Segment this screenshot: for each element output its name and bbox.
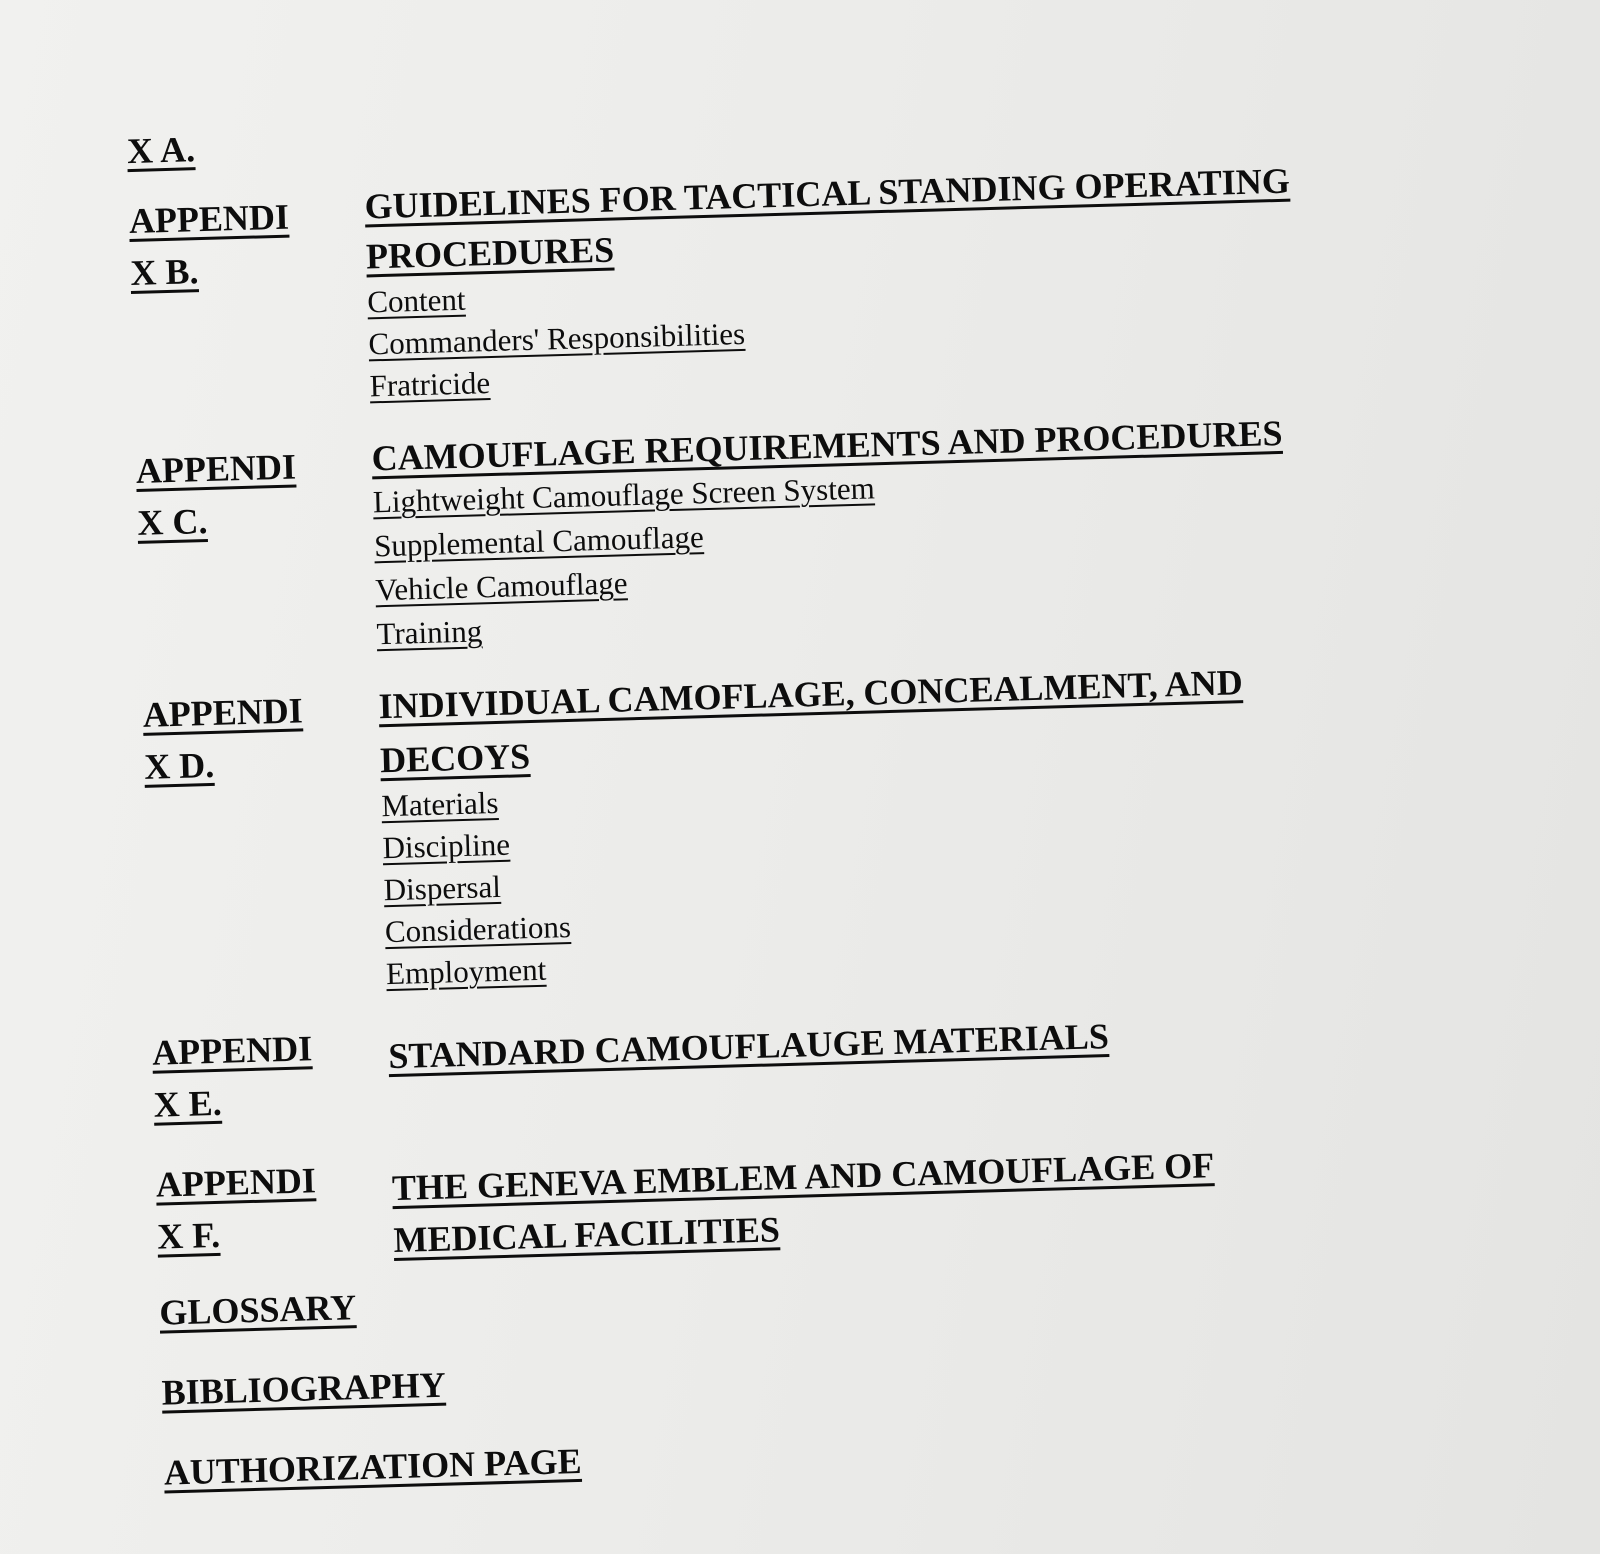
appendix-b-title-line2: PROCEDURES: [365, 229, 615, 277]
appendix-c-item: Vehicle Camouflage: [374, 565, 628, 608]
authorization-page-heading: AUTHORIZATION PAGE: [163, 1440, 583, 1493]
appendix-c-item: Training: [376, 613, 483, 652]
appendix-f-label-line1: APPENDI: [155, 1160, 317, 1205]
appendix-d-item: Considerations: [384, 909, 572, 950]
appendix-d-label-line1: APPENDI: [142, 690, 304, 735]
appendix-c-label-line1: APPENDI: [135, 446, 297, 491]
appendix-b-item: Fratricide: [369, 365, 491, 404]
bibliography-heading: BIBLIOGRAPHY: [161, 1364, 447, 1413]
appendix-b-item: Content: [366, 281, 466, 320]
appendix-c-item: Supplemental Camouflage: [373, 519, 705, 564]
appendix-d-item: Dispersal: [383, 868, 502, 908]
appendix-a-label-tail: X A.: [126, 129, 196, 172]
appendix-f-title-line1: THE GENEVA EMBLEM AND CAMOUFLAGE OF: [391, 1145, 1215, 1209]
appendix-e-label-line2: X E.: [153, 1082, 223, 1125]
glossary-heading: GLOSSARY: [158, 1287, 357, 1333]
appendix-d-item: Materials: [380, 784, 499, 824]
appendix-d-title-line2: DECOYS: [379, 736, 531, 781]
appendix-c-item: Lightweight Camouflage Screen System: [372, 470, 876, 520]
appendix-d-item: Discipline: [382, 826, 511, 866]
appendix-f-title-line2: MEDICAL FACILITIES: [392, 1209, 781, 1261]
appendix-b-label-line1: APPENDI: [128, 196, 290, 242]
appendix-f-label-line2: X F.: [156, 1214, 221, 1257]
appendix-e-label-line1: APPENDI: [151, 1028, 313, 1073]
appendix-c-title: CAMOUFLAGE REQUIREMENTS AND PROCEDURES: [371, 412, 1283, 479]
appendix-b-item: Commanders' Responsibilities: [368, 315, 746, 362]
appendix-b-label-line2: X B.: [129, 251, 199, 294]
appendix-d-label-line2: X D.: [143, 744, 215, 787]
appendix-d-title-line1: INDIVIDUAL CAMOFLAGE, CONCEALMENT, AND: [378, 662, 1244, 727]
appendix-d-item: Employment: [385, 951, 547, 992]
appendix-c-label-line2: X C.: [136, 500, 208, 543]
appendix-e-title: STANDARD CAMOUFLAUGE MATERIALS: [387, 1016, 1110, 1077]
appendix-b-title-line1: GUIDELINES FOR TACTICAL STANDING OPERATING: [364, 160, 1291, 227]
